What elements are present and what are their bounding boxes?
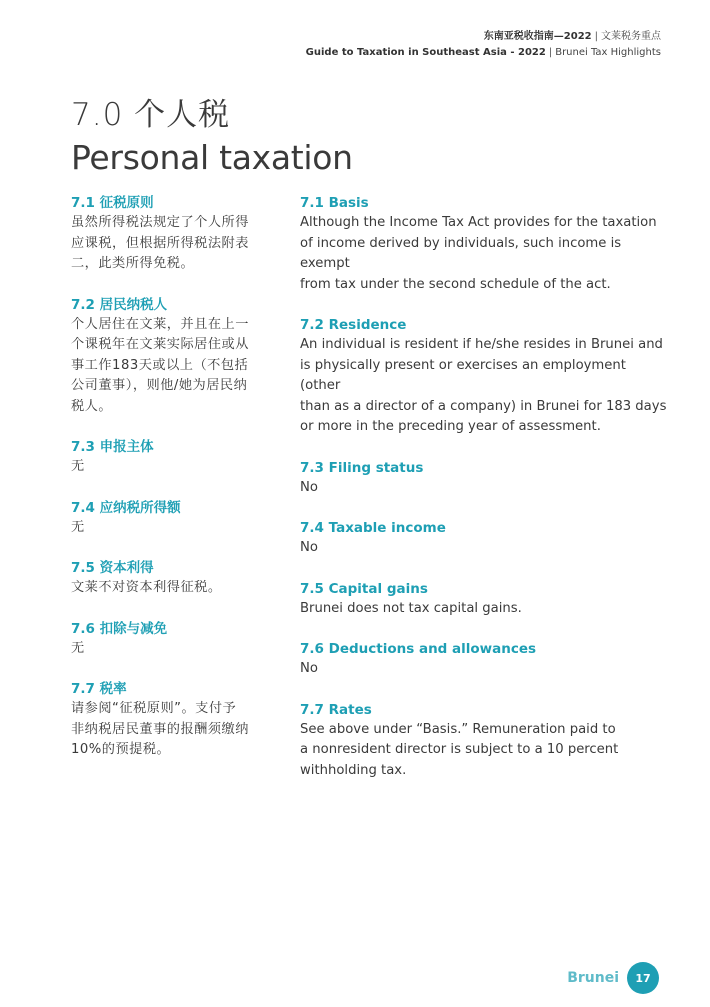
zh-section-heading: 7.2 居民纳税人 <box>71 296 168 313</box>
en-section-body-line: No <box>300 661 318 676</box>
zh-section-heading: 7.1 征税原则 <box>71 195 154 211</box>
zh-section <box>71 193 281 275</box>
zh-section-body-line: 请参阅“征税原则”。支付予 <box>71 701 237 716</box>
en-section <box>300 700 670 782</box>
en-section-heading: 7.3 Filing status <box>300 459 424 476</box>
en-section <box>300 458 670 499</box>
en-section-heading: 7.1 Basis <box>300 195 369 211</box>
zh-section-body-line: 税人。 <box>71 398 113 414</box>
header-en-guide-title: Guide to Taxation in Southeast Asia - 2022 <box>305 47 546 58</box>
header-line-1 <box>306 29 661 45</box>
zh-section <box>71 437 281 478</box>
header-line-2 <box>306 45 661 61</box>
zh-section-body-line: 无 <box>71 519 85 535</box>
en-section-heading: 7.5 Capital gains <box>300 580 428 597</box>
en-section <box>300 518 670 559</box>
header-en-subtitle: Brunei Tax Highlights <box>555 47 661 58</box>
english-column <box>300 193 670 781</box>
en-section-body-line: An individual is resident if he/she resides in Brunei and <box>300 337 663 352</box>
page-title-en: Personal taxation <box>71 138 353 177</box>
header-separator: | <box>594 31 598 42</box>
page-title-zh: 7.0 个人税 <box>71 97 231 133</box>
zh-section-body-line: 无 <box>71 459 85 474</box>
page-title <box>71 94 353 180</box>
zh-section-body-line: 虽然所得税法规定了个人所得 <box>71 215 249 230</box>
footer-country-label: Brunei <box>567 970 619 986</box>
en-section-body-line: from tax under the second schedule of the act. <box>300 276 611 292</box>
en-section-heading: 7.4 Taxable income <box>300 520 446 536</box>
zh-section-body-line: 应课税，但根据所得税法附表 <box>71 235 249 251</box>
zh-section-heading: 7.6 扣除与减免 <box>71 620 168 637</box>
en-section-body-line: a nonresident director is subject to a 10 percent <box>300 742 619 757</box>
zh-section-body-line: 无 <box>71 640 85 656</box>
zh-section-body-line: 文莱不对资本利得征税。 <box>71 580 222 595</box>
zh-section-heading: 7.4 应纳税所得额 <box>71 499 181 516</box>
en-section-body-line: See above under “Basis.” Remuneration paid to <box>300 721 616 737</box>
page-number-badge: 17 <box>627 962 659 994</box>
zh-section-heading: 7.5 资本利得 <box>71 560 154 576</box>
en-section-body-line: or more in the preceding year of assessment. <box>300 419 601 434</box>
zh-section-body-line: 二，此类所得免税。 <box>71 256 195 271</box>
en-section-heading: 7.7 Rates <box>300 701 372 718</box>
en-section-body-line: Brunei does not tax capital gains. <box>300 600 522 616</box>
en-section-body-line: than as a director of a company) in Brunei for 183 days <box>300 398 667 414</box>
zh-section <box>71 295 281 418</box>
header-zh-guide-title: 东南亚税收指南—2022 <box>483 31 592 42</box>
en-section-body-line: of income derived by individuals, such income is exempt <box>300 235 622 271</box>
en-section <box>300 315 670 438</box>
zh-section-body-line: 个人居住在文莱，并且在上一 <box>71 316 249 332</box>
chinese-column <box>71 193 281 761</box>
en-section-body-line: withholding tax. <box>300 762 407 778</box>
en-section-heading: 7.6 Deductions and allowances <box>300 641 537 657</box>
zh-section <box>71 679 281 761</box>
zh-section-body-line: 10%的预提税。 <box>71 742 171 757</box>
running-header <box>306 29 661 61</box>
zh-section-body-line: 公司董事），则他/她为居民纳 <box>71 378 248 393</box>
zh-section-body-line: 事工作183天或以上（不包括 <box>71 357 249 373</box>
en-section <box>300 193 670 295</box>
en-section-body-line: No <box>300 479 318 495</box>
zh-section-body-line: 非纳税居民董事的报酬须缴纳 <box>71 721 249 737</box>
header-zh-subtitle: 文莱税务重点 <box>601 31 661 42</box>
en-section <box>300 579 670 620</box>
zh-section-body-line: 个课税年在文莱实际居住或从 <box>71 337 249 352</box>
zh-section <box>71 619 281 660</box>
en-section-body-line: No <box>300 540 318 555</box>
en-section-body-line: is physically present or exercises an employment (other <box>300 357 626 393</box>
en-section-heading: 7.2 Residence <box>300 317 407 333</box>
zh-section-heading: 7.7 税率 <box>71 681 127 697</box>
zh-section <box>71 498 281 539</box>
zh-section <box>71 558 281 599</box>
en-section <box>300 639 670 680</box>
header-separator: | <box>548 47 553 58</box>
zh-section-heading: 7.3 申报主体 <box>71 439 154 455</box>
page-footer <box>567 962 659 994</box>
en-section-body-line: Although the Income Tax Act provides for the taxation <box>300 215 657 230</box>
